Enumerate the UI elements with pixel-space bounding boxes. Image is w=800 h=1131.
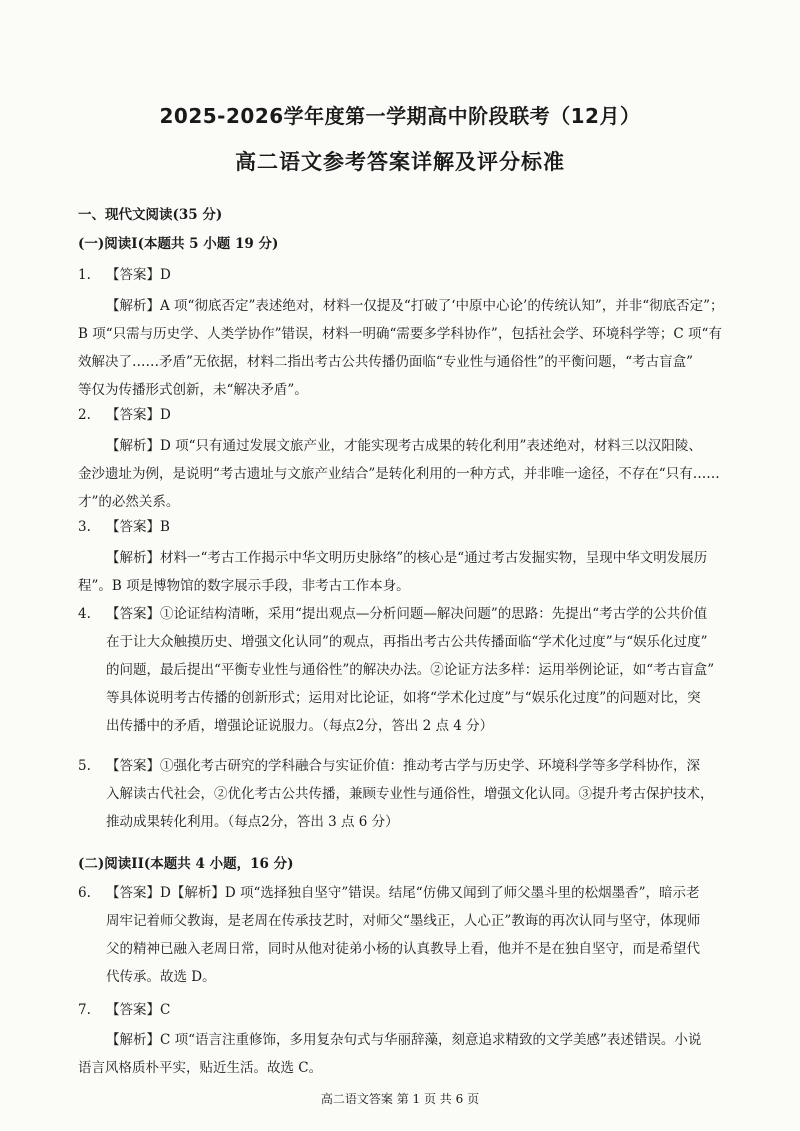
analysis-line: 程”。B 项是博物馆的数字展示手段，非考古工作本身。 xyxy=(78,578,410,594)
analysis-line: 语言风格质朴平实，贴近生活。故选 C。 xyxy=(78,1060,323,1076)
answer-line: 入解读古代社会，②优化考古公共传播，兼顾专业性与通俗性，增强文化认同。③提升考古保护技术， xyxy=(106,786,714,802)
question-4-answer xyxy=(78,605,707,623)
analysis-line: 【解析】C 项“语言注重修饰，多用复杂句式与华丽辞藻，刻意追求精致的文学美感”表述错误。小说 xyxy=(106,1032,702,1048)
analysis-line: 才”的必然关系。 xyxy=(78,494,180,510)
question-number: 7. xyxy=(78,1002,91,1018)
answer-text: 【答案】①强化考古研究的学科融合与实证价值：推动考古学与历史学、环境科学等多学科协作，深 xyxy=(106,758,700,774)
question-number: 5. xyxy=(78,758,91,774)
analysis-line: 金沙遗址为例，是说明“考古遗址与文旅产业结合”是转化利用的一种方式，并非唯一途径，不存在“只有…… xyxy=(78,466,720,482)
subsection-heading-reading-2: (二)阅读II(本题共 4 小题，16 分) xyxy=(78,856,294,872)
answer-line: 的问题，最后提出“平衡专业性与通俗性”的解决办法。②论证方法多样：运用举例论证，如“考古盲盒” xyxy=(106,662,715,678)
question-7-answer xyxy=(78,1001,170,1019)
analysis-line: 【解析】D 项“只有通过发展文旅产业，才能实现考古成果的转化利用”表述绝对，材料三以汉阳陵、 xyxy=(106,438,702,454)
answer-line: 周牢记着师父教诲，是老周在传承技艺时，对师父“墨线正，人心正”教诲的再次认同与坚守，体现师 xyxy=(106,913,701,929)
question-3-answer xyxy=(78,518,170,536)
question-5-answer xyxy=(78,757,700,775)
question-6-answer xyxy=(78,884,700,902)
answer-text: 【答案】①论证结构清晰，采用“提出观点—分析问题—解决问题”的思路：先提出“考古学的公共价值 xyxy=(106,606,708,622)
answer-line: 在于让大众触摸历史、增强文化认同”的观点，再指出考古公共传播面临“学术化过度”与“娱乐化过度” xyxy=(106,634,708,650)
question-number: 3. xyxy=(78,519,91,535)
answer-line: 推动成果转化利用。（每点2分，答出 3 点 6 分） xyxy=(106,814,399,830)
answer-text: 【答案】D xyxy=(106,267,171,283)
answer-line: 父的精神已融入老周日常，同时从他对徒弟小杨的认真教导上看，他并不是在独自坚守，而是希望代 xyxy=(106,941,700,957)
answer-line: 等具体说明考古传播的创新形式；运用对比论证，如将“学术化过度”与“娱乐化过度”的问题对比，突 xyxy=(106,690,701,706)
question-number: 6. xyxy=(78,885,91,901)
answer-text: 【答案】C xyxy=(106,1002,171,1018)
question-1-answer xyxy=(78,266,171,284)
answer-text: 【答案】D xyxy=(106,407,171,423)
answer-text: 【答案】B xyxy=(106,519,170,535)
page-subtitle: 高二语文参考答案详解及评分标准 xyxy=(235,150,565,174)
section-heading-modern-reading: 一、现代文阅读(35 分) xyxy=(78,207,223,223)
question-number: 1. xyxy=(78,267,91,283)
page-title: 2025-2026学年度第一学期高中阶段联考（12月） xyxy=(159,104,641,128)
answer-text: 【答案】D【解析】D 项“选择独自坚守”错误。结尾“仿佛又闻到了师父墨斗里的松烟墨香”，暗示老 xyxy=(106,885,700,901)
page-footer: 高二语文答案 第 1 页 共 6 页 xyxy=(320,1092,480,1106)
subsection-heading-reading-1: (一)阅读I(本题共 5 小题 19 分) xyxy=(78,236,279,252)
analysis-line: 等仅为传播形式创新，未“解决矛盾”。 xyxy=(78,382,308,398)
question-number: 2. xyxy=(78,407,91,423)
question-2-answer xyxy=(78,406,171,424)
analysis-line: 效解决了……矛盾”无依据，材料二指出考古公共传播仍面临“专业性与通俗性”的平衡问题，“考古盲盒” xyxy=(78,354,694,370)
answer-line: 代传承。故选 D。 xyxy=(106,969,216,985)
analysis-line: 【解析】材料一“考古工作揭示中华文明历史脉络”的核心是“通过考古发掘实物，呈现中华文明发展历 xyxy=(106,550,708,566)
analysis-line: B 项“只需与历史学、人类学协作”错误，材料一明确“需要多学科协作”，包括社会学、环境科学等；C 项“有 xyxy=(78,326,722,342)
answer-line: 出传播中的矛盾，增强论证说服力。（每点2分，答出 2 点 4 分） xyxy=(106,718,494,734)
question-number: 4. xyxy=(78,606,91,622)
analysis-line: 【解析】A 项“彻底否定”表述绝对，材料一仅提及“打破了‘中原中心论’的传统认知”，并非“彻底否定”； xyxy=(106,298,724,314)
